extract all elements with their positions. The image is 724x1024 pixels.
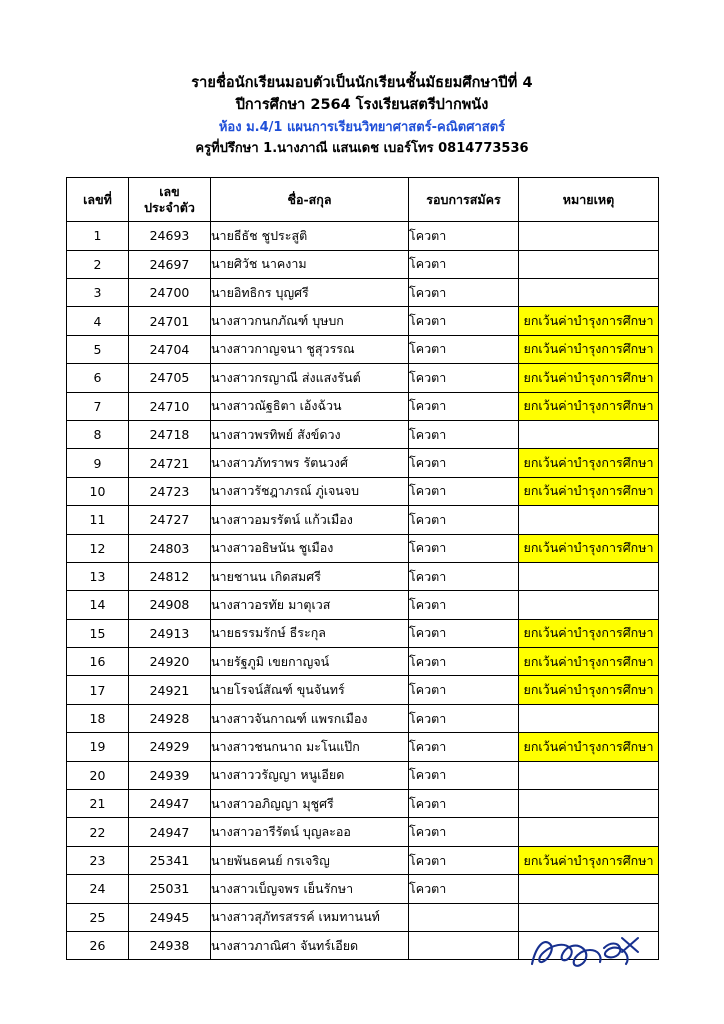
cell-student-id: 24947 bbox=[129, 818, 211, 846]
cell-note bbox=[519, 704, 659, 732]
cell-student-id: 24929 bbox=[129, 733, 211, 761]
cell-name: นางสาวกาญจนา ชูสุวรรณ bbox=[211, 335, 409, 363]
cell-round: โควตา bbox=[409, 307, 519, 335]
cell-name: นายพันธคนย์ กรเจริญ bbox=[211, 846, 409, 874]
cell-round: โควตา bbox=[409, 676, 519, 704]
column-header-note: หมายเหตุ bbox=[519, 178, 659, 222]
cell-round: โควตา bbox=[409, 818, 519, 846]
cell-note: ยกเว้นค่าบำรุงการศึกษา bbox=[519, 392, 659, 420]
table-row bbox=[67, 392, 659, 420]
table-row bbox=[67, 619, 659, 647]
cell-round: โควตา bbox=[409, 875, 519, 903]
cell-number: 7 bbox=[67, 392, 129, 420]
cell-student-id: 24693 bbox=[129, 222, 211, 250]
cell-student-id: 24947 bbox=[129, 790, 211, 818]
table-row bbox=[67, 420, 659, 448]
cell-number: 25 bbox=[67, 903, 129, 931]
cell-student-id: 24945 bbox=[129, 903, 211, 931]
cell-note: ยกเว้นค่าบำรุงการศึกษา bbox=[519, 676, 659, 704]
cell-number: 13 bbox=[67, 562, 129, 590]
cell-student-id: 24710 bbox=[129, 392, 211, 420]
cell-round: โควตา bbox=[409, 704, 519, 732]
column-header-student-id bbox=[129, 178, 211, 222]
table-row bbox=[67, 222, 659, 250]
cell-round: โควตา bbox=[409, 562, 519, 590]
cell-number: 24 bbox=[67, 875, 129, 903]
cell-note: ยกเว้นค่าบำรุงการศึกษา bbox=[519, 534, 659, 562]
table-row bbox=[67, 648, 659, 676]
cell-round: โควตา bbox=[409, 761, 519, 789]
cell-student-id: 24704 bbox=[129, 335, 211, 363]
table-row bbox=[67, 335, 659, 363]
table-row bbox=[67, 562, 659, 590]
page-title: รายชื่อนักเรียนมอบตัวเป็นนักเรียนชั้นมัธยมศึกษาปีที่ 4 bbox=[191, 75, 533, 91]
cell-round: โควตา bbox=[409, 534, 519, 562]
cell-round: โควตา bbox=[409, 335, 519, 363]
table-row bbox=[67, 364, 659, 392]
cell-name: นางสาวจันกาณฑ์ แพรกเมือง bbox=[211, 704, 409, 732]
table-row bbox=[67, 534, 659, 562]
cell-note bbox=[519, 222, 659, 250]
cell-number: 11 bbox=[67, 506, 129, 534]
cell-student-id: 24727 bbox=[129, 506, 211, 534]
cell-note bbox=[519, 420, 659, 448]
cell-student-id: 24928 bbox=[129, 704, 211, 732]
cell-name: นางสาวสุภัทรสรรค์ เหมทานนท์ bbox=[211, 903, 409, 931]
cell-name: นางสาวเบ็ญจพร เย็นรักษา bbox=[211, 875, 409, 903]
table-row bbox=[67, 875, 659, 903]
cell-number: 20 bbox=[67, 761, 129, 789]
column-header-student-id-line1: เลข bbox=[159, 184, 180, 200]
cell-number: 3 bbox=[67, 279, 129, 307]
cell-number: 22 bbox=[67, 818, 129, 846]
cell-student-id: 24921 bbox=[129, 676, 211, 704]
cell-number: 10 bbox=[67, 477, 129, 505]
cell-student-id: 24939 bbox=[129, 761, 211, 789]
cell-round: โควตา bbox=[409, 477, 519, 505]
cell-number: 21 bbox=[67, 790, 129, 818]
table-header-row bbox=[67, 178, 659, 222]
table-row bbox=[67, 846, 659, 874]
classroom-program-label: ห้อง ม.4/1 แผนการเรียนวิทยาศาสตร์-คณิตศาสตร์ bbox=[218, 119, 506, 135]
cell-note bbox=[519, 250, 659, 278]
cell-name: นายชานน เกิดสมศรี bbox=[211, 562, 409, 590]
cell-note: ยกเว้นค่าบำรุงการศึกษา bbox=[519, 364, 659, 392]
cell-round: โควตา bbox=[409, 591, 519, 619]
cell-name: นางสาวอธิษนัน ชูเมือง bbox=[211, 534, 409, 562]
cell-round: โควตา bbox=[409, 790, 519, 818]
cell-round: โควตา bbox=[409, 279, 519, 307]
cell-round: โควตา bbox=[409, 392, 519, 420]
cell-name: นางสาวรัชฎาภรณ์ ภู่เจนจบ bbox=[211, 477, 409, 505]
cell-name: นางสาวอรทัย มาตุเวส bbox=[211, 591, 409, 619]
cell-note bbox=[519, 506, 659, 534]
cell-round: โควตา bbox=[409, 250, 519, 278]
cell-student-id: 25031 bbox=[129, 875, 211, 903]
cell-student-id: 24920 bbox=[129, 648, 211, 676]
cell-note bbox=[519, 591, 659, 619]
cell-round bbox=[409, 903, 519, 931]
cell-number: 14 bbox=[67, 591, 129, 619]
table-row bbox=[67, 307, 659, 335]
cell-name: นางสาวอมรรัตน์ แก้วเมือง bbox=[211, 506, 409, 534]
column-header-round: รอบการสมัคร bbox=[409, 178, 519, 222]
document-header bbox=[66, 72, 658, 159]
cell-note: ยกเว้นค่าบำรุงการศึกษา bbox=[519, 307, 659, 335]
cell-student-id: 24812 bbox=[129, 562, 211, 590]
cell-number: 1 bbox=[67, 222, 129, 250]
cell-student-id: 24697 bbox=[129, 250, 211, 278]
student-roster-table bbox=[66, 177, 659, 960]
table-row bbox=[67, 591, 659, 619]
advisor-label: ครูที่ปรึกษา 1.นางภาณี แสนเดช เบอร์โทร 0814773536 bbox=[195, 141, 529, 157]
cell-name: นางสาวชนกนาถ มะโนแป๊ก bbox=[211, 733, 409, 761]
cell-number: 26 bbox=[67, 931, 129, 959]
table-row bbox=[67, 449, 659, 477]
cell-round: โควตา bbox=[409, 364, 519, 392]
table-row bbox=[67, 931, 659, 959]
cell-number: 4 bbox=[67, 307, 129, 335]
cell-note: ยกเว้นค่าบำรุงการศึกษา bbox=[519, 648, 659, 676]
cell-number: 18 bbox=[67, 704, 129, 732]
cell-number: 9 bbox=[67, 449, 129, 477]
cell-name: นายรัฐภูมิ เขยกาญจน์ bbox=[211, 648, 409, 676]
table-row bbox=[67, 733, 659, 761]
cell-name: นางสาวพรทิพย์ สังข์ดวง bbox=[211, 420, 409, 448]
cell-student-id: 24705 bbox=[129, 364, 211, 392]
cell-name: นางสาวภาณิศา จันทร์เอียด bbox=[211, 931, 409, 959]
cell-number: 8 bbox=[67, 420, 129, 448]
table-row bbox=[67, 790, 659, 818]
cell-name: นางสาวภัทราพร รัตนวงศ์ bbox=[211, 449, 409, 477]
table-row bbox=[67, 506, 659, 534]
table-row bbox=[67, 477, 659, 505]
cell-name: นางสาวกนกภัณฑ์ บุษบก bbox=[211, 307, 409, 335]
cell-note: ยกเว้นค่าบำรุงการศึกษา bbox=[519, 619, 659, 647]
cell-round: โควตา bbox=[409, 846, 519, 874]
cell-number: 5 bbox=[67, 335, 129, 363]
table-row bbox=[67, 761, 659, 789]
cell-round: โควตา bbox=[409, 506, 519, 534]
column-header-name: ชื่อ-สกุล bbox=[211, 178, 409, 222]
table-row bbox=[67, 250, 659, 278]
cell-name: นางสาววรัญญา หนูเอียด bbox=[211, 761, 409, 789]
column-header-student-id-line2: ประจำตัว bbox=[144, 199, 195, 215]
cell-note bbox=[519, 818, 659, 846]
page-subtitle-year: ปีการศึกษา 2564 โรงเรียนสตรีปากพนัง bbox=[235, 97, 489, 114]
cell-student-id: 24718 bbox=[129, 420, 211, 448]
cell-student-id: 24938 bbox=[129, 931, 211, 959]
cell-number: 19 bbox=[67, 733, 129, 761]
cell-note bbox=[519, 790, 659, 818]
cell-name: นายธรรมรักษ์ ธีระกุล bbox=[211, 619, 409, 647]
cell-number: 16 bbox=[67, 648, 129, 676]
cell-note: ยกเว้นค่าบำรุงการศึกษา bbox=[519, 733, 659, 761]
cell-student-id: 24721 bbox=[129, 449, 211, 477]
cell-name: นางสาวอารีรัตน์ บุญละออ bbox=[211, 818, 409, 846]
cell-student-id: 24723 bbox=[129, 477, 211, 505]
column-header-number: เลขที่ bbox=[67, 178, 129, 222]
cell-round: โควตา bbox=[409, 222, 519, 250]
table-row bbox=[67, 704, 659, 732]
cell-name: นายอิทธิกร บุญศรี bbox=[211, 279, 409, 307]
cell-name: นางสาวกรญาณี ส่งแสงรันต์ bbox=[211, 364, 409, 392]
cell-note: ยกเว้นค่าบำรุงการศึกษา bbox=[519, 335, 659, 363]
cell-note bbox=[519, 562, 659, 590]
cell-number: 6 bbox=[67, 364, 129, 392]
cell-number: 12 bbox=[67, 534, 129, 562]
cell-name: นายธีธัช ชูประสูติ bbox=[211, 222, 409, 250]
table-row bbox=[67, 818, 659, 846]
cell-student-id: 24701 bbox=[129, 307, 211, 335]
cell-note bbox=[519, 903, 659, 931]
cell-student-id: 24700 bbox=[129, 279, 211, 307]
cell-note: ยกเว้นค่าบำรุงการศึกษา bbox=[519, 449, 659, 477]
cell-note bbox=[519, 279, 659, 307]
table-row bbox=[67, 903, 659, 931]
cell-note bbox=[519, 931, 659, 959]
cell-round: โควตา bbox=[409, 619, 519, 647]
cell-name: นายศิวัช นาคงาม bbox=[211, 250, 409, 278]
cell-note: ยกเว้นค่าบำรุงการศึกษา bbox=[519, 846, 659, 874]
cell-student-id: 25341 bbox=[129, 846, 211, 874]
cell-number: 23 bbox=[67, 846, 129, 874]
cell-note bbox=[519, 761, 659, 789]
cell-name: นางสาวอภิญญา มุชูศรี bbox=[211, 790, 409, 818]
cell-note bbox=[519, 875, 659, 903]
cell-student-id: 24908 bbox=[129, 591, 211, 619]
cell-student-id: 24803 bbox=[129, 534, 211, 562]
table-row bbox=[67, 676, 659, 704]
cell-round: โควตา bbox=[409, 733, 519, 761]
cell-round: โควตา bbox=[409, 648, 519, 676]
cell-number: 17 bbox=[67, 676, 129, 704]
cell-round: โควตา bbox=[409, 449, 519, 477]
cell-name: นางสาวณัฐธิตา เอ้งฉ้วน bbox=[211, 392, 409, 420]
cell-name: นายโรจน์สัณฑ์ ขุนจันทร์ bbox=[211, 676, 409, 704]
table-row bbox=[67, 279, 659, 307]
cell-round: โควตา bbox=[409, 420, 519, 448]
cell-round bbox=[409, 931, 519, 959]
cell-note: ยกเว้นค่าบำรุงการศึกษา bbox=[519, 477, 659, 505]
cell-number: 2 bbox=[67, 250, 129, 278]
cell-student-id: 24913 bbox=[129, 619, 211, 647]
cell-number: 15 bbox=[67, 619, 129, 647]
